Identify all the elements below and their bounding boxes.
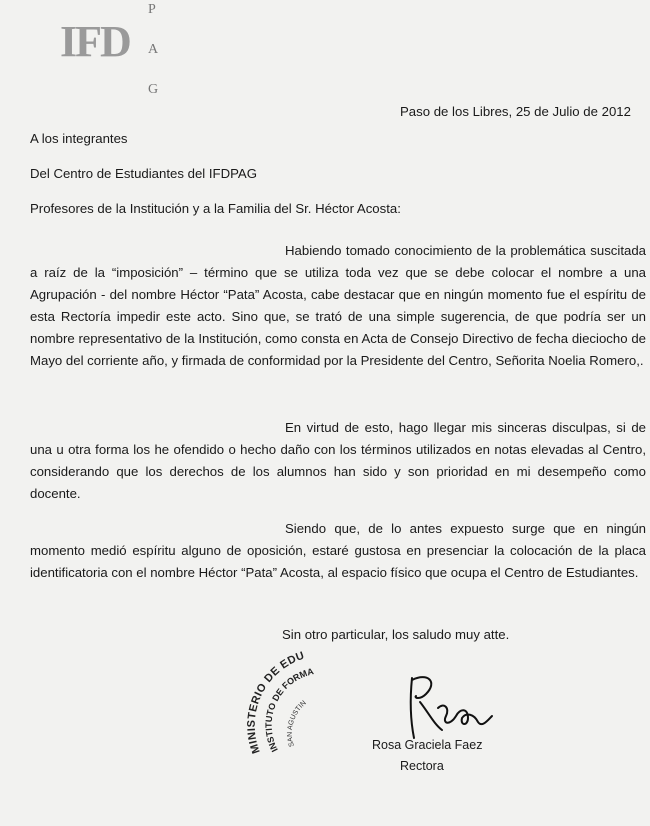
body-paragraph <box>30 240 646 372</box>
stamp-innermost-text: SAN AGUSTIN <box>286 699 308 748</box>
signatory-name: Rosa Graciela Faez <box>372 738 483 752</box>
paragraph-text: En virtud de esto, hago llegar mis sinceras disculpas, si de una u otra forma los he ofendido o hecho daño con los términos utilizados en notas elevadas al Centro, considerando que los derechos de los alumnos han sido y son prioridad en mi desempeño como docente. <box>30 420 646 501</box>
logo-letter-p: P <box>148 2 156 17</box>
date-line: Paso de los Libres, 25 de Julio de 2012 <box>400 104 631 119</box>
recipient-line: Profesores de la Institución y a la Familia del Sr. Héctor Acosta: <box>30 201 401 216</box>
body-paragraph <box>30 417 646 505</box>
recipient-line: A los integrantes <box>30 131 128 146</box>
handwritten-signature <box>398 668 498 748</box>
paragraph-text: Habiendo tomado conocimiento de la problemática suscitada a raíz de la “imposición” – término que se utiliza toda vez que se debe colocar el nombre a una Agrupación - del nombre Héctor “Pata” Acosta, cabe destacar que en ningún momento fue el espíritu de esta Rectoría impedir este acto. Sino que, se trató de una simple sugerencia, de que podría ser un nombre representativo de la Institución, como consta en Acta de Consejo Directivo de fecha dieciocho de Mayo del corriente año, y firmada de conformidad por la Presidente del Centro, Señorita Noelia Romero,. <box>30 243 646 368</box>
stamp-inner-text: INSTITUTO DE FORMA <box>263 666 315 754</box>
recipient-line: Del Centro de Estudiantes del IFDPAG <box>30 166 257 181</box>
logo-letter-g: G <box>148 82 159 97</box>
body-paragraph <box>30 518 646 584</box>
stamp-outer-text: MINISTERIO DE EDU <box>245 649 307 755</box>
paragraph-text: Siendo que, de lo antes expuesto surge que en ningún momento medió espíritu alguno de oposición, estaré gustosa en presenciar la colocación de la placa identificatoria con el nombre Héctor “Pata” Acosta, al espacio físico que ocupa el Centro de Estudiantes. <box>30 521 646 580</box>
logo-mark: IFD <box>60 17 130 66</box>
svg-text:SAN AGUSTIN <box>287 700 308 748</box>
institution-logo <box>60 2 180 102</box>
institution-stamp <box>230 632 380 782</box>
closing-line: Sin otro particular, los saludo muy atte. <box>282 627 510 642</box>
logo-letter-a: A <box>148 42 159 57</box>
signatory-role: Rectora <box>400 759 444 773</box>
